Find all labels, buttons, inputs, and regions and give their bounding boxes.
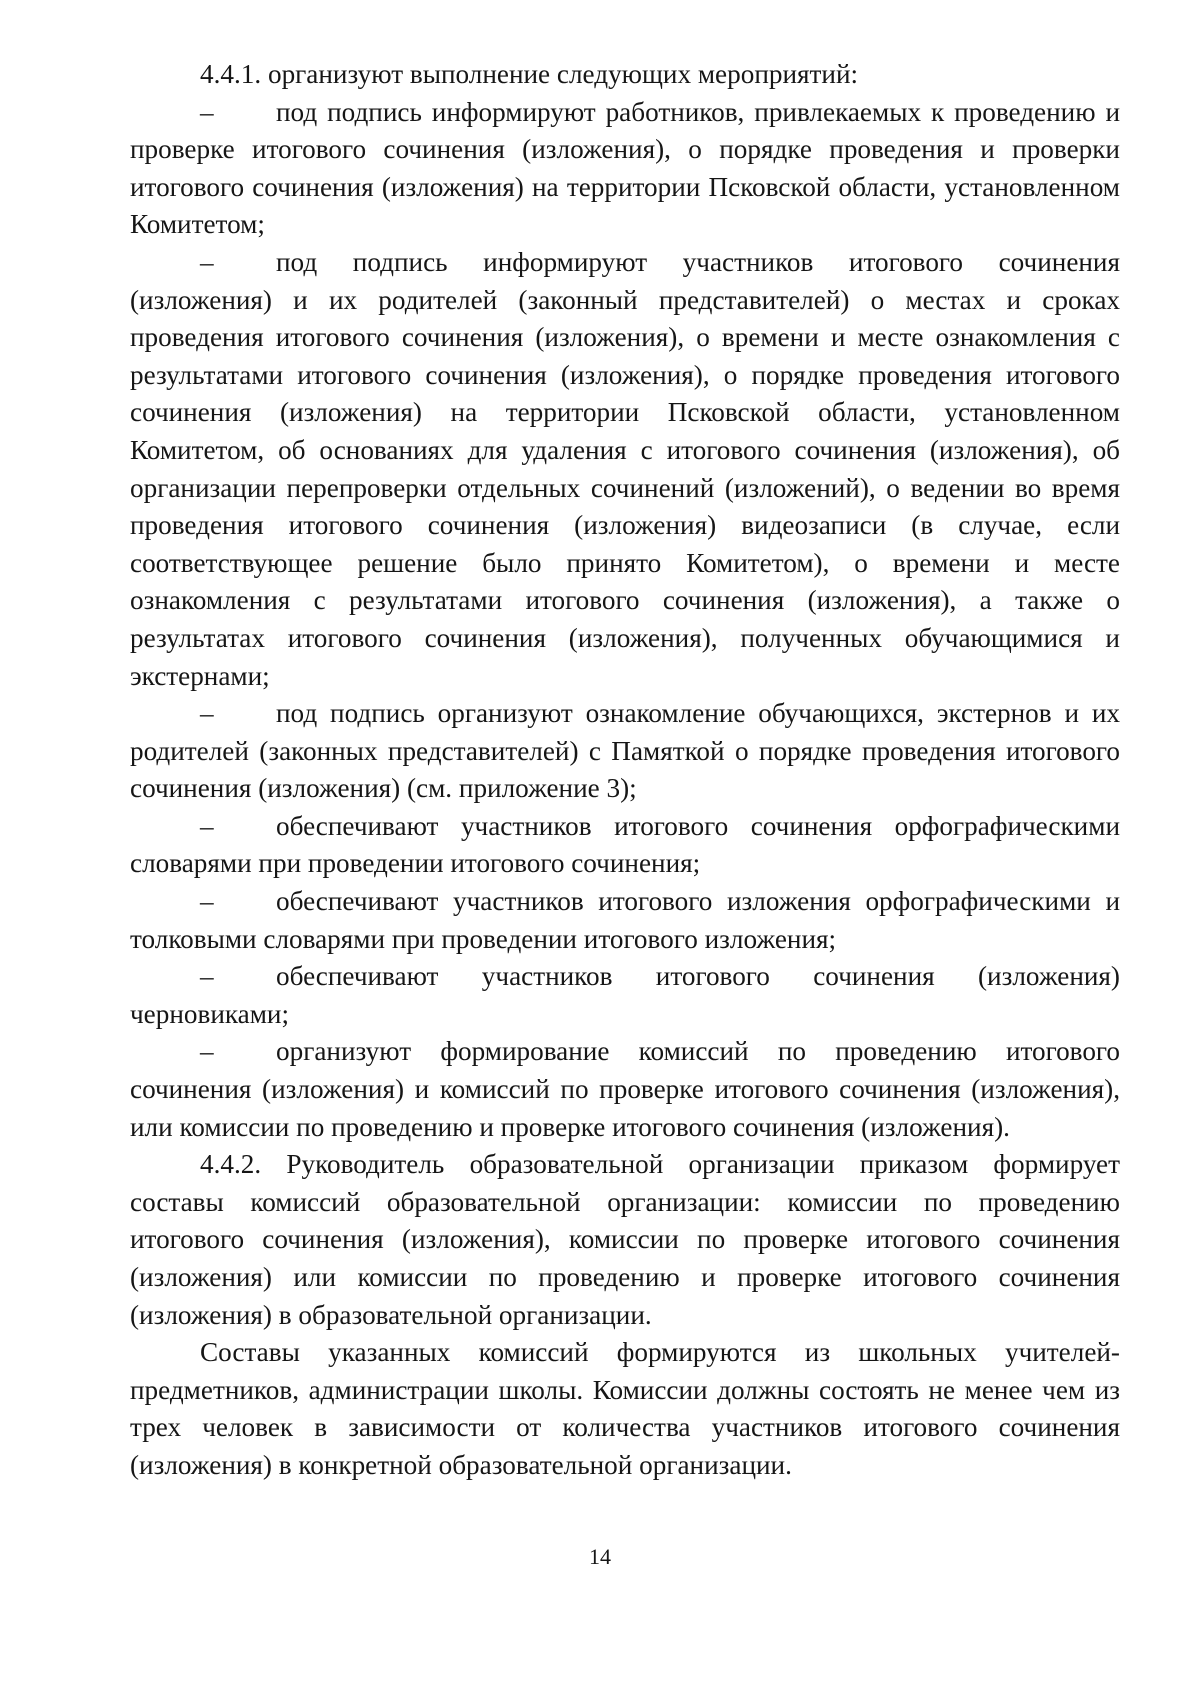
list-item-text: под подпись информируют работников, привлекаемых к проведению и проверке итогового сочинения (изложения), о порядке проведения и проверки итогового сочинения (изложения) на территории Псковской области, установленном Комитетом; xyxy=(130,96,1120,240)
list-item-text: обеспечивают участников итогового сочинения орфографическими словарями при проведении итогового сочинения; xyxy=(130,810,1120,879)
section-4-4-2-paragraph: 4.4.2. Руководитель образовательной организации приказом формирует составы комиссий образовательной организации: комиссии по проведению итогового сочинения (изложения), комиссии по проверке итогового сочинения (изложения) или комиссии по проведению и проверке итогового сочинения (изложения) в образовательной организации. xyxy=(130,1149,1120,1330)
dash-marker: – xyxy=(200,810,214,841)
dash-marker: – xyxy=(200,246,214,277)
dash-marker: – xyxy=(200,1036,214,1067)
section-4-4-1-intro: 4.4.1. организуют выполнение следующих мероприятий: xyxy=(200,59,859,89)
dash-marker: – xyxy=(200,886,214,917)
document-page xyxy=(130,56,1120,1485)
commission-composition-paragraph: Составы указанных комиссий формируются из школьных учителей-предметников, администрации школы. Комиссии должны состоять не менее чем из трех человек в зависимости от количества участников итогового сочинения (изложения) в конкретной образовательной организации. xyxy=(130,1337,1120,1480)
list-item-text: обеспечивают участников итогового изложения орфографическими и толковыми словарями при проведении итогового изложения; xyxy=(130,886,1120,954)
list-item-text: организуют формирование комиссий по проведению итогового сочинения (изложения) и комиссий по проверке итогового сочинения (изложения), или комиссии по проведению и проверке итогового сочинения (изложения). xyxy=(130,1036,1120,1142)
list-item xyxy=(130,94,1120,244)
dash-marker: – xyxy=(200,961,214,992)
dash-marker: – xyxy=(200,698,214,729)
list-item xyxy=(130,695,1120,808)
list-item xyxy=(130,958,1120,1033)
list-item-text: под подпись организуют ознакомление обучающихся, экстернов и их родителей (законных представителей) с Памяткой о порядке проведения итогового сочинения (изложения) (см. приложение 3); xyxy=(130,698,1120,804)
list-item xyxy=(130,244,1120,695)
list-item xyxy=(130,883,1120,958)
list-item-text: обеспечивают участников итогового сочинения (изложения) черновиками; xyxy=(130,961,1120,1029)
page-number: 14 xyxy=(589,1544,611,1569)
list-item xyxy=(130,808,1120,883)
list-item xyxy=(130,1033,1120,1146)
list-item-text: под подпись информируют участников итогового сочинения (изложения) и их родителей (законный представителей) о местах и сроках проведения итогового сочинения (изложения), о времени и месте ознакомления с результатами итогового сочинения (изложения), о порядке проведения итогового сочинения (изложения) на территории Псковской области, установленном Комитетом, об основаниях для удаления с итогового сочинения (изложения), об организации перепроверки отдельных сочинений (изложений), о ведении во время проведения итогового сочинения (изложения) видеозаписи (в случае, если соответствующее решение было принято Комитетом), о времени и месте ознакомления с результатами итогового сочинения (изложения), а также о результатах итогового сочинения (изложения), полученных обучающимися и экстернами; xyxy=(130,246,1120,691)
dash-marker: – xyxy=(200,96,214,127)
